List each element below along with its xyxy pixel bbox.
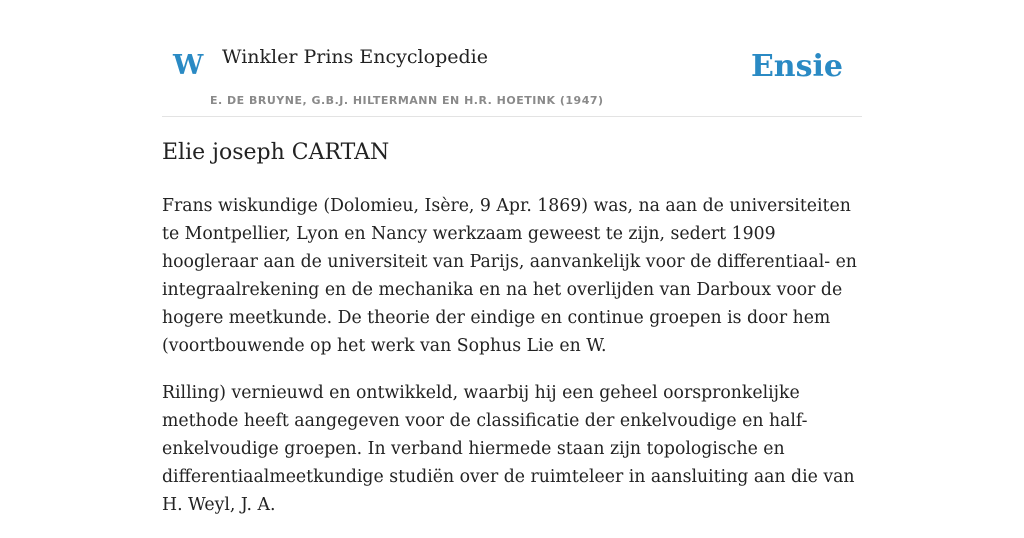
book-authors: E. DE BRUYNE, G.B.J. HILTERMANN EN H.R. HOETINK (1947): [210, 94, 604, 107]
page-container: [162, 0, 862, 515]
entry-paragraph-1: Frans wiskundige (Dolomieu, Isère, 9 Apr. 1869) was, na aan de universiteiten te Montpellier, Lyon en Nancy werkzaam geweest te zijn, sedert 1909 hoogleraar aan de universiteit van Parijs, aanvankelijk voor de differentiaal- en integraalrekening en de mechanika en na het overlijden van Darboux voor de hogere meetkunde. De theorie der eindige en continue groepen is door hem (voortbouwende op het werk van Sophus Lie en W.: [162, 196, 857, 356]
entry-body: [162, 192, 862, 538]
book-title[interactable]: Winkler Prins Encyclopedie: [222, 46, 488, 68]
entry-title: Elie joseph CARTAN: [162, 140, 390, 165]
book-logo-w[interactable]: W: [173, 50, 204, 81]
ensie-brand-logo[interactable]: Ensie: [750, 49, 843, 84]
entry-paragraph-2: Rilling) vernieuwd en ontwikkeld, waarbij hij een geheel oorspronkelijke methode heeft aangegeven voor de classificatie der enkelvoudige en half-enkelvoudige groepen. In verband hiermede staan zijn topologische en differentiaalmeetkundige studiën over de ruimteleer in aansluiting aan die van H. Weyl, J. A.: [162, 383, 855, 515]
header: [162, 0, 862, 117]
